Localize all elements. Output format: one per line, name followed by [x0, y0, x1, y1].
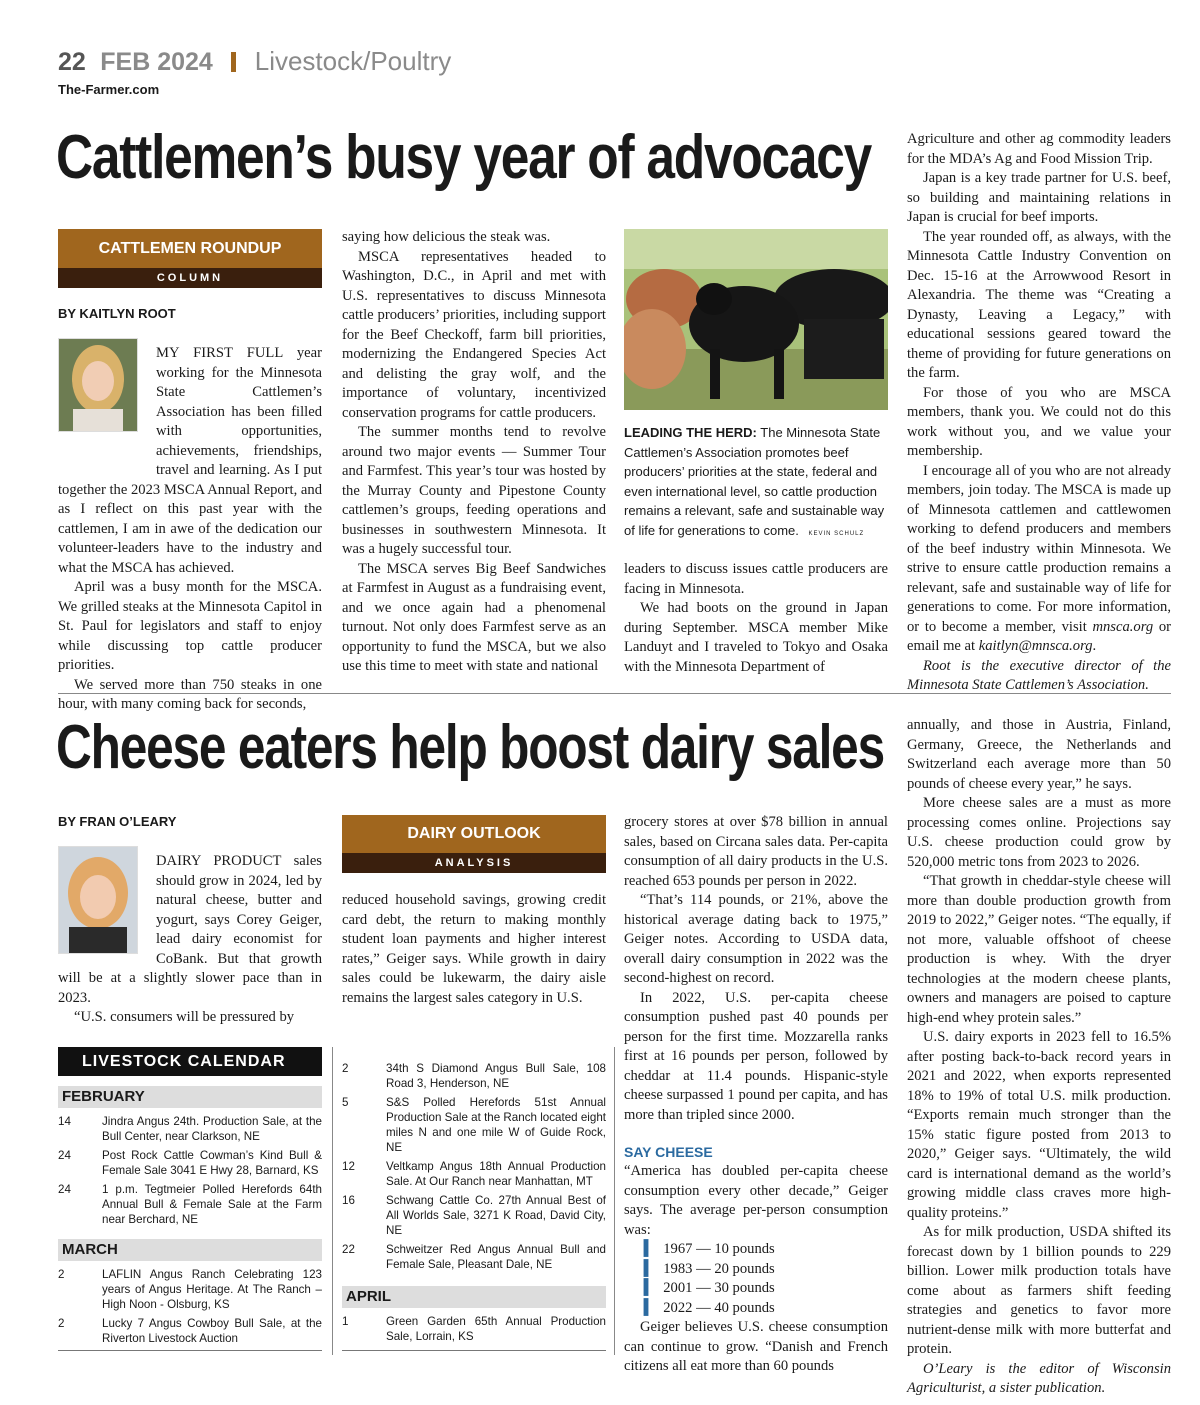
- consumption-list-item: ▍ 1967 — 10 pounds: [644, 1241, 775, 1257]
- article1-paragraph: April was a busy month for the MSCA. We grilled steaks at the Minnesota Capitol in St. Paul for legislators and staff to enjoy while discussing top cattle producer priorities.: [58, 579, 322, 673]
- article2-paragraph: annually, and those in Austria, Finland, Germany, Greece, the Netherlands and Switzerland each average more than 50 pounds of cheese every year,” he says.: [907, 717, 1171, 792]
- article2-paragraph: grocery stores at over $78 billion in annual sales, based on Circana sales data. Per-capita consumption of all dairy products in the U.S. reached 653 pounds per person in 2022.: [624, 814, 888, 889]
- article2-paragraph: “That’s 114 pounds, or 21%, above the historical average dating back to 1975,” Geiger notes. According to USDA data, overall dairy consumption in 2022 was the second-highest on record.: [624, 892, 888, 986]
- calendar-event: 16 Schwang Cattle Co. 27th Annual Best of All Worlds Sale, 3271 K Road, David City, NE: [342, 1194, 606, 1237]
- article1-paragraph: We served more than 750 steaks in one hour, with many coming back for seconds,: [58, 676, 322, 712]
- calendar-event: 22 Schweitzer Red Angus Annual Bull and Female Sale, Pleasant Dale, NE: [342, 1243, 606, 1271]
- issue-date: FEB 2024: [100, 48, 213, 76]
- article2-column-2: [342, 891, 606, 1008]
- calendar-event: 2 LAFLIN Angus Ranch Celebrating 123 years of Angus Heritage. At The Ranch – High Noon - Olsburg, KS: [58, 1268, 322, 1311]
- article2-column-1: [58, 852, 322, 1028]
- article1-paragraph: The year rounded off, as always, with the Minnesota Cattle Industry Convention on Dec. 15-16 at the Arrowwood Resort in Alexandria. The theme was “Creating a Dynasty, Leaving a Legacy,” with educational sessions geared toward the theme of providing for future generations on the farm.: [907, 228, 1171, 381]
- article1-paragraph: The summer months tend to revolve around two major events — Summer Tour and Farmfest. This year’s tour was hosted by the Murray County and Pipestone County cattlemen’s groups, feeding operations and businesses in southwestern Minnesota. It was a hugely successful tour.: [342, 424, 606, 557]
- article1-paragraph: For those of you who are MSCA members, thank you. We could not do this work without you, and we value your membership.: [907, 384, 1171, 459]
- article2-column-4: [907, 716, 1171, 1399]
- article1-column-2: [342, 228, 606, 677]
- column-box-title: CATTLEMEN ROUNDUP: [58, 229, 322, 268]
- page-header: [58, 46, 451, 77]
- article2-byline: BY FRAN O’LEARY: [58, 814, 177, 829]
- column-box-subtitle: ANALYSIS: [342, 853, 606, 873]
- article2-paragraph: U.S. dairy exports in 2023 fell to 16.5% after posting back-to-back record years in 2021 and 2022, when exports represented 18% to 19% of total U.S. milk production. “Exports remain much stronger than the 15% static figure posted from 2013 to 2020,” Geiger says. “Ultimately, the wild card is international demand as the world’s growing middle class craves more high-quality proteins.”: [907, 1029, 1171, 1221]
- article2-paragraph: In 2022, U.S. per-capita cheese consumption pushed past 40 pounds per person for the first time. Mozzarella ranks first at 16 pounds per person, followed by cheddar at 11.4 pounds. Hispanic-style cheese surpassed 1 pound per capita, and has more than tripled since 2000.: [624, 989, 888, 1123]
- column-box-subtitle: COLUMN: [58, 268, 322, 288]
- livestock-calendar-continued: [342, 1061, 606, 1351]
- calendar-event: 5 S&S Polled Herefords 51st Annual Production Sale at the Ranch located eight miles N and one mile W of Guide Rock, NE: [342, 1096, 606, 1154]
- site-url: The-Farmer.com: [58, 82, 160, 97]
- article1-bio: Root is the executive director of the Minnesota State Cattlemen’s Association.: [907, 657, 1171, 693]
- article1-paragraph: I encourage all of you who are not already members, join today. The MSCA is made up of Minnesota cattlemen and cattlewomen working to defend producers and members of the beef industry within Minnesota. We strive to ensure cattle production remains a relevant, safe and sustainable way of life for generations to come. For more information, or to become a member, visit mnsca.org or email me at kaitlyn@mnsca.org.: [907, 462, 1171, 654]
- section-name: Livestock/Poultry: [254, 46, 452, 76]
- consumption-list-item: ▍ 2001 — 30 pounds: [644, 1280, 775, 1296]
- article2-paragraph: “That growth in cheddar-style cheese will more than double production growth from 2019 to 2022,” Geiger notes. “The equally, if not more, valuable offshoot of cheese production is whey. With the dryer technologies at the modern cheese plants, owners and managers are poised to capture high-end whey protein sales.”: [907, 873, 1171, 1026]
- article2-paragraph: As for milk production, USDA shifted its forecast down by 1 billion pounds to 229 billion. Lower milk production totals have come about as farmers shift feeding strategies and genetics to favor more nutrient-dense milk with more butterfat and protein.: [907, 1224, 1171, 1357]
- say-cheese-subhead: SAY CHEESE: [624, 1144, 713, 1160]
- article1-paragraph: We had boots on the ground in Japan during September. MSCA member Mike Landuyt and I traveled to Tokyo and Osaka with the Minnesota Department of: [624, 600, 888, 675]
- article1-column-3: [624, 560, 888, 677]
- article2-lead-paragraph: DAIRY PRODUCT sales should grow in 2024, led by natural cheese, butter and yogurt, says Corey Geiger, lead dairy economist for CoBank. But that growth will be at a slightly slower pace than in 2023.: [58, 853, 322, 1006]
- article2-bio: O’Leary is the editor of Wisconsin Agriculturist, a sister publication.: [907, 1360, 1171, 1396]
- article1-byline: BY KAITLYN ROOT: [58, 306, 176, 321]
- article1-column-4: [907, 130, 1171, 696]
- article1-column-box: [58, 229, 322, 288]
- calendar-event: 2 Lucky 7 Angus Cowboy Bull Sale, at the Riverton Livestock Auction: [58, 1317, 322, 1345]
- calendar-event: 14 Jindra Angus 24th. Production Sale, at the Bull Center, near Clarkson, NE: [58, 1115, 322, 1143]
- article1-lead-paragraph: MY FIRST FULL year working for the Minnesota State Cattlemen’s Association has been filled with opportunities, achievements, friendships, travel and learning. As I put together the 2023 MSCA Annual Report, and as I reflect on this past year with the cattlemen, I am in awe of the dedication our volunteer-leaders have to the industry and what the MSCA has achieved.: [58, 345, 322, 576]
- calendar-event: 2 34th S Diamond Angus Bull Sale, 108 Road 3, Henderson, NE: [342, 1062, 606, 1090]
- article1-paragraph: leaders to discuss issues cattle producers are facing in Minnesota.: [624, 561, 888, 597]
- calendar-column-divider: [332, 1047, 333, 1355]
- column-box-title: DAIRY OUTLOOK: [342, 815, 606, 853]
- calendar-event: 12 Veltkamp Angus 18th Annual Production Sale. At Our Ranch near Manhattan, MT: [342, 1160, 606, 1188]
- article2-column-3: [624, 813, 888, 1377]
- article2-headline: Cheese eaters help boost dairy sales: [56, 713, 884, 782]
- article1-headline: Cattlemen’s busy year of advocacy: [56, 123, 872, 192]
- calendar-event: 1 Green Garden 65th Annual Production Sale, Lorrain, KS: [342, 1315, 606, 1343]
- photo-caption-text: The Minnesota State Cattlemen’s Association promotes beef producers’ priorities at the state, federal and even international level, so cattle production remains a relevant, safe and sustainable way of life for generations to come.: [624, 425, 885, 538]
- consumption-list-item: ▍ 1983 — 20 pounds: [644, 1260, 775, 1277]
- article1-paragraph: MSCA representatives headed to Washington, D.C., in April and met with U.S. representatives to discuss Minnesota cattle producers’ priorities, including support for the Beef Checkoff, farm bill priorities, modernizing the Endangered Species Act and delisting the gray wolf, and the importance of voluntary, incentivized conservation programs for cattle producers.: [342, 248, 606, 421]
- article1-paragraph: The MSCA serves Big Beef Sandwiches at Farmfest in August as a fundraising event, and we once again had a phenomenal turnout. Not only does Farmfest serve as an opportunity to fund the MSCA, but we also use this time to meet with state and national: [342, 560, 606, 674]
- consumption-list: [624, 1240, 888, 1318]
- article1-paragraph: saying how delicious the steak was.: [342, 229, 551, 245]
- article2-column-box: [342, 815, 606, 873]
- page-number: 22: [58, 48, 86, 76]
- calendar-month-april: APRIL: [342, 1286, 606, 1308]
- article2-paragraph: “America has doubled per-capita cheese consumption every other decade,” Geiger says. The average per-person consumption was:: [624, 1163, 888, 1238]
- photo-credit: KEVIN SCHULZ: [808, 530, 865, 537]
- article1-paragraph: Japan is a key trade partner for U.S. beef, so building and maintaining relations in Japan is crucial for beef imports.: [907, 170, 1171, 225]
- section-divider: [58, 693, 1171, 694]
- article2-paragraph: More cheese sales are a must as more processing comes online. Projections say U.S. cheese production could grow by 520,000 metric tons from 2023 to 2026.: [907, 795, 1171, 870]
- calendar-title: LIVESTOCK CALENDAR: [58, 1047, 322, 1076]
- calendar-column-divider: [614, 1047, 615, 1355]
- article2-paragraph: reduced household savings, growing credit card debt, the return to making monthly student loan payments and higher interest rates,” Geiger says. While growth in dairy sales could be lukewarm, the dairy aisle remains the largest sales category in U.S.: [342, 892, 606, 1006]
- link-email[interactable]: kaitlyn@mnsca.org: [978, 638, 1093, 654]
- calendar-month-march: MARCH: [58, 1239, 322, 1261]
- photo-caption: [624, 423, 888, 544]
- calendar-event: 24 1 p.m. Tegtmeier Polled Herefords 64th Annual Bull & Female Sale at the Farm near Berchard, NE: [58, 1183, 322, 1226]
- cattle-photo: [624, 229, 888, 410]
- article1-column-1: [58, 344, 322, 715]
- article2-paragraph: “U.S. consumers will be pressured by: [74, 1009, 295, 1025]
- link-mnsca[interactable]: mnsca.org: [1092, 618, 1154, 635]
- calendar-month-february: FEBRUARY: [58, 1086, 322, 1108]
- photo-caption-label: LEADING THE HERD:: [624, 425, 757, 440]
- article2-paragraph: Geiger believes U.S. cheese consumption can continue to grow. “Danish and French citizens all eat more than 60 pounds: [624, 1319, 888, 1374]
- consumption-list-item: ▍ 2022 — 40 pounds: [644, 1299, 775, 1316]
- article1-paragraph: Agriculture and other ag commodity leaders for the MDA’s Ag and Food Mission Trip.: [907, 131, 1171, 167]
- header-divider: [231, 52, 236, 72]
- calendar-event: 24 Post Rock Cattle Cowman’s Kind Bull & Female Sale 3041 E Hwy 28, Barnard, KS: [58, 1149, 322, 1177]
- livestock-calendar: [58, 1047, 322, 1351]
